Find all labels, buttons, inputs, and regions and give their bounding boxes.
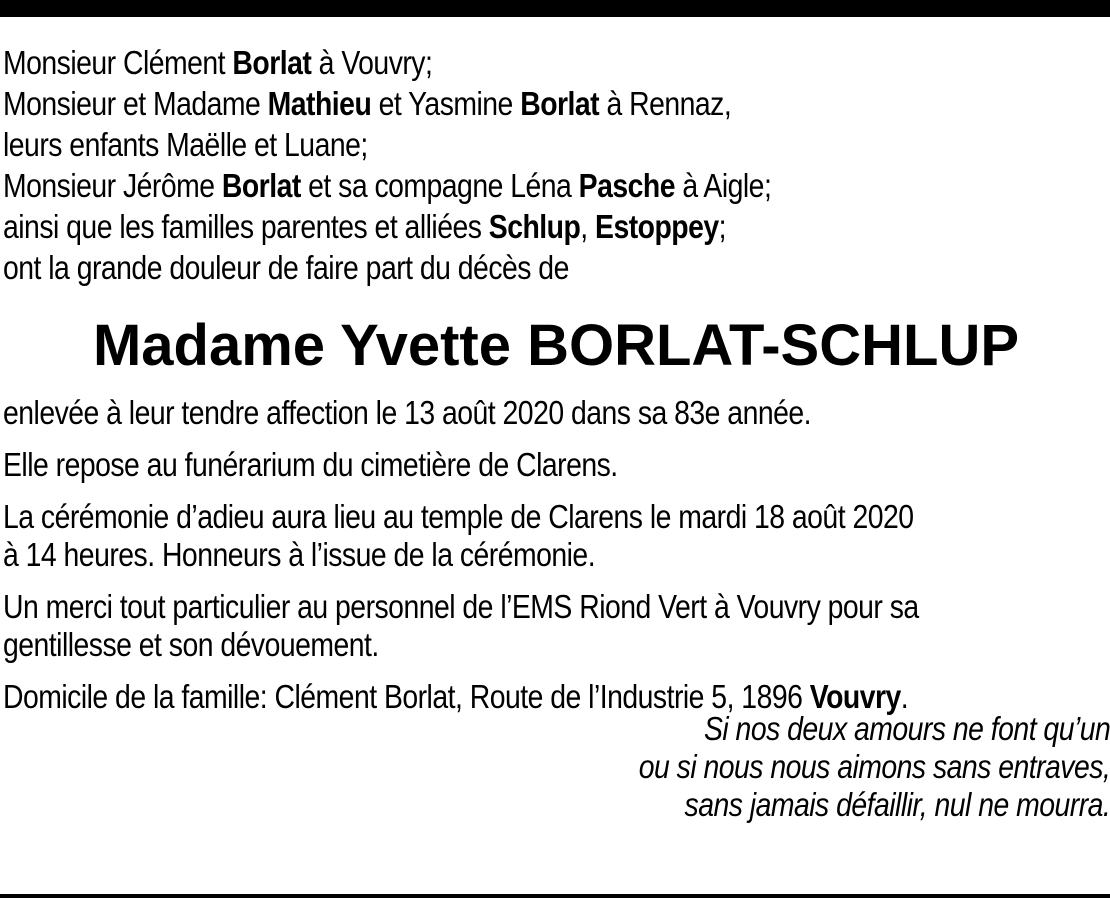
family-announcement (3, 42, 1104, 288)
ceremony-line-2: à 14 heures. Honneurs à l’issue de la cérémonie. (3, 536, 596, 573)
family-name: Borlat (221, 167, 301, 204)
notice-content (3, 42, 1109, 715)
ceremony-line-1: La cérémonie d’adieu aura lieu au temple de Clarens le mardi 18 août 2020 (3, 498, 914, 535)
family-name: Pasche (578, 167, 675, 204)
family-text: à Rennaz, (599, 85, 732, 122)
poem-line-2: ou si nous nous aimons sans entraves, (638, 748, 1110, 785)
poem-line-3: sans jamais défaillir, nul ne mourra. (684, 786, 1110, 823)
family-text: ; (718, 208, 727, 245)
deceased-name: Madame Yvette BORLAT-SCHLUP (92, 313, 1020, 378)
family-text: Monsieur Jérôme (3, 167, 222, 204)
family-text: à Vouvry; (311, 44, 433, 81)
repose-line: Elle repose au funérarium du cimetière de Clarens. (3, 446, 618, 483)
death-notice-line: enlevée à leur tendre affection le 13 août 2020 dans sa 83e année. (3, 394, 812, 431)
family-text: Monsieur et Madame (3, 85, 268, 122)
family-text: ont la grande douleur de faire part du décès de (3, 249, 569, 286)
family-line (3, 247, 1104, 288)
domicile-end: . (900, 678, 909, 715)
ceremony-paragraph (3, 498, 1104, 574)
family-name: Mathieu (267, 85, 372, 122)
family-text: et Yasmine (371, 85, 521, 122)
family-text: et sa compagne Léna (300, 167, 579, 204)
family-name: Borlat (232, 44, 312, 81)
top-border-rule (0, 0, 1110, 17)
family-name: Borlat (520, 85, 600, 122)
notice-body (3, 394, 1104, 730)
family-line (3, 124, 1104, 165)
family-line (3, 42, 1104, 83)
family-line (3, 165, 1104, 206)
domicile-town: Vouvry (809, 678, 901, 715)
family-text: ainsi que les familles parentes et alliées (3, 208, 489, 245)
family-text: , (580, 208, 596, 245)
family-line (3, 206, 1104, 247)
poem-quote (638, 710, 1110, 824)
family-text: leurs enfants Maëlle et Luane; (3, 126, 368, 163)
domicile-address: Domicile de la famille: Clément Borlat, Route de l’Industrie 5, 1896 (3, 678, 810, 715)
poem-line-1: Si nos deux amours ne font qu’un (703, 710, 1110, 747)
thanks-paragraph (3, 588, 1104, 664)
family-text: à Aigle; (674, 167, 772, 204)
family-name: Estoppey (595, 208, 719, 245)
thanks-line-2: gentillesse et son dévouement. (3, 626, 379, 663)
bottom-border-rule (0, 894, 1110, 898)
family-name: Schlup (488, 208, 581, 245)
family-line (3, 83, 1104, 124)
family-text: Monsieur Clément (3, 44, 233, 81)
thanks-line-1: Un merci tout particulier au personnel de l’EMS Riond Vert à Vouvry pour sa (3, 588, 919, 625)
